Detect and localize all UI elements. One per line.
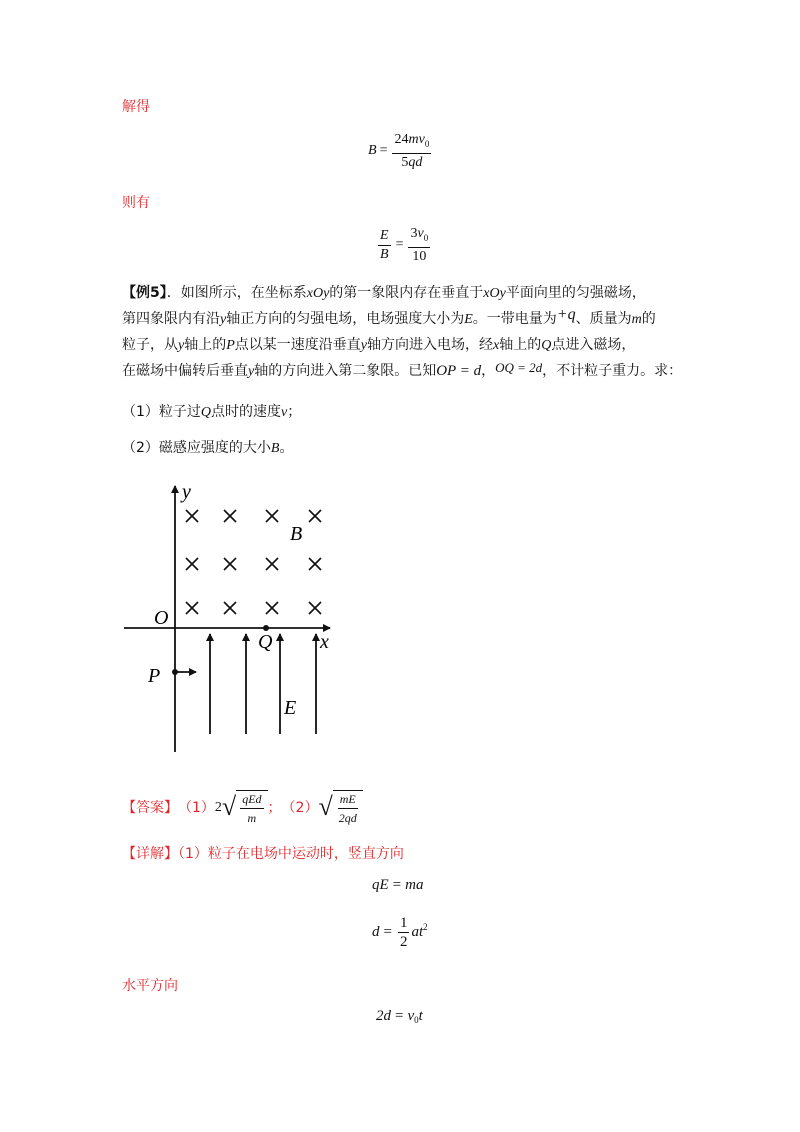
eq1-eq: = xyxy=(379,143,388,159)
problem-l4b: 轴的方向进入第二象限。已知 xyxy=(254,363,437,379)
problem-l3d: 轴方向进入电场，经 xyxy=(367,337,493,353)
cross-icon xyxy=(309,602,321,614)
eq1-den-q: q xyxy=(408,154,416,170)
cross-icon xyxy=(186,602,198,614)
y-axis-label: y xyxy=(182,481,191,503)
eq1-num-sub: 0 xyxy=(424,138,430,149)
answer-1-num: qEd xyxy=(240,791,263,809)
problem-l3-q: Q xyxy=(541,338,552,353)
eq5-v: v xyxy=(407,1008,415,1024)
eq1-den-coef: 5 xyxy=(401,154,409,170)
problem-l3-y: y xyxy=(178,338,185,353)
eq4-at: at xyxy=(411,924,424,940)
detail-line xyxy=(122,842,404,866)
problem-l2b: 轴正方向的匀强电场，电场强度大小为 xyxy=(226,311,465,327)
problem-l2-var: y xyxy=(220,312,227,327)
q1c: ； xyxy=(287,404,302,420)
problem-l1b: 的第一象限内存在垂直于 xyxy=(329,285,484,301)
eq1-num-m: m xyxy=(408,132,419,147)
q2-b: B xyxy=(270,441,280,456)
q1b: 点时的速度 xyxy=(211,404,282,420)
problem-l3e: 轴上的 xyxy=(499,337,542,353)
problem-l1-var1: xOy xyxy=(306,286,330,301)
q2b: 。 xyxy=(279,440,294,456)
answer-line xyxy=(122,790,363,826)
eq2-num-v: v xyxy=(417,226,424,241)
q1-v: v xyxy=(281,405,288,420)
equation-2d xyxy=(376,1008,423,1025)
problem-l2a: 第四象限内有沿 xyxy=(122,311,220,327)
detail-tag: 【详解】 xyxy=(122,846,178,862)
q-point-dot xyxy=(263,625,269,631)
eq2-den-b: B xyxy=(380,246,389,262)
eq2-lhs-fraction xyxy=(378,228,391,263)
cross-icon xyxy=(266,602,278,614)
answer-coef: 2 xyxy=(214,800,222,815)
b-field-label: B xyxy=(290,523,303,545)
x-axis-label: x xyxy=(320,631,329,653)
problem-l4c: ， xyxy=(481,363,496,379)
problem-l3b: 轴上的 xyxy=(184,337,227,353)
equation-e-over-b xyxy=(376,226,432,265)
origin-label: O xyxy=(154,607,169,629)
eq1-lhs: B xyxy=(368,143,377,159)
eq2-num-sub: 0 xyxy=(423,232,429,243)
problem-l1a: ．如图所示，在坐标系 xyxy=(166,285,307,301)
eq2-eq: = xyxy=(395,237,404,253)
eq1-fraction xyxy=(392,132,431,171)
physics-figure xyxy=(118,476,348,756)
problem-line-1 xyxy=(122,281,646,306)
problem-l3a: 粒子，从 xyxy=(122,337,178,353)
eq5-sub: 0 xyxy=(414,1014,419,1025)
eq5-eq: = xyxy=(395,1008,404,1024)
cross-icon xyxy=(186,558,198,570)
cross-icon xyxy=(224,510,236,522)
eq4-sup: 2 xyxy=(423,921,428,932)
cross-icon xyxy=(309,558,321,570)
problem-l2e: 的 xyxy=(641,311,656,327)
eq3-rhs: ma xyxy=(405,877,424,893)
answer-tag: 【答案】 xyxy=(122,800,178,816)
q1-q: Q xyxy=(200,405,212,420)
problem-l4-oq: OQ = 2d xyxy=(495,360,543,375)
problem-l2-q: +q xyxy=(556,306,576,323)
problem-l3-x: x xyxy=(493,338,500,353)
eq2-num-e: E xyxy=(378,228,391,246)
cross-icon xyxy=(309,510,321,522)
equation-d xyxy=(372,915,428,950)
eq2-den: 10 xyxy=(412,248,427,264)
eq2-rhs-fraction xyxy=(408,226,430,265)
label-shuiping: 水平方向 xyxy=(122,978,178,994)
eq4-fraction xyxy=(398,915,410,950)
eq1-num-coef: 24 xyxy=(394,132,409,147)
problem-l1-var2: xOy xyxy=(483,286,506,301)
problem-line-3 xyxy=(122,333,635,358)
problem-l4-op: OP = d xyxy=(436,363,482,379)
problem-tag: 【例5】 xyxy=(122,285,167,301)
equation-qe-ma xyxy=(372,877,423,894)
eq4-eq: = xyxy=(383,924,392,940)
equation-b xyxy=(368,132,433,171)
cross-icon xyxy=(266,510,278,522)
eq4-den: 2 xyxy=(399,934,408,950)
problem-l2c: 。一带电量为 xyxy=(472,311,557,327)
cross-icon xyxy=(186,510,198,522)
eq4-num: 1 xyxy=(399,915,408,931)
answer-part1: （1） xyxy=(178,800,215,816)
problem-line-4 xyxy=(122,359,682,384)
eq4-lhs: d xyxy=(372,924,380,940)
sqrt-icon: √ $\frac{mE}{2qd}$ xyxy=(318,790,362,826)
problem-l2-m: m xyxy=(631,312,642,327)
sqrt-icon: √ $\frac{\text{qEd}}{m}$ xyxy=(222,790,268,826)
answer-1-expression xyxy=(215,790,268,826)
answer-sep: ； xyxy=(267,800,282,816)
cross-icon xyxy=(224,602,236,614)
problem-l2-e: E xyxy=(464,312,473,327)
problem-l3-p: P xyxy=(226,338,235,353)
answer-1-den: m xyxy=(247,811,257,825)
problem-l3c: 点以某一速度沿垂直 xyxy=(234,337,361,353)
cross-icon xyxy=(224,558,236,570)
answer-part2: （2） xyxy=(281,800,319,816)
e-field-label: E xyxy=(284,697,297,719)
answer-2-num: mE xyxy=(338,791,358,809)
answer-2-den: 2qd xyxy=(338,811,357,825)
problem-l4-y: y xyxy=(248,364,255,379)
p-point-label: P xyxy=(148,665,161,687)
eq5-t: t xyxy=(418,1008,423,1024)
problem-l3-y2: y xyxy=(360,338,367,353)
eq1-den-d: d xyxy=(415,154,423,170)
eq2-num-coef: 3 xyxy=(410,226,418,241)
problem-l2d: 、质量为 xyxy=(575,311,632,327)
label-zeyou: 则有 xyxy=(122,195,150,211)
problem-l3f: 点进入磁场， xyxy=(551,337,636,353)
eq1-num-v: v xyxy=(418,132,425,147)
q2a: （2）磁感应强度的大小 xyxy=(122,440,271,456)
problem-l4d: ，不计粒子重力。求： xyxy=(542,363,683,379)
eq3-lhs: qE xyxy=(372,877,389,893)
problem-l1c: 平面向里的匀强磁场， xyxy=(505,285,646,301)
label-jiede: 解得 xyxy=(122,99,150,115)
question-1 xyxy=(122,400,301,425)
question-2 xyxy=(122,436,293,461)
eq3-eq: = xyxy=(392,877,402,893)
detail-text: （1）粒子在电场中运动时，竖直方向 xyxy=(178,846,404,862)
problem-line-2 xyxy=(122,307,656,332)
problem-l4a: 在磁场中偏转后垂直 xyxy=(122,363,248,379)
q1a: （1）粒子过 xyxy=(122,404,201,420)
answer-2-expression xyxy=(318,790,362,826)
eq5-lhs: 2d xyxy=(376,1008,391,1024)
cross-icon xyxy=(266,558,278,570)
q-point-label: Q xyxy=(258,631,273,653)
